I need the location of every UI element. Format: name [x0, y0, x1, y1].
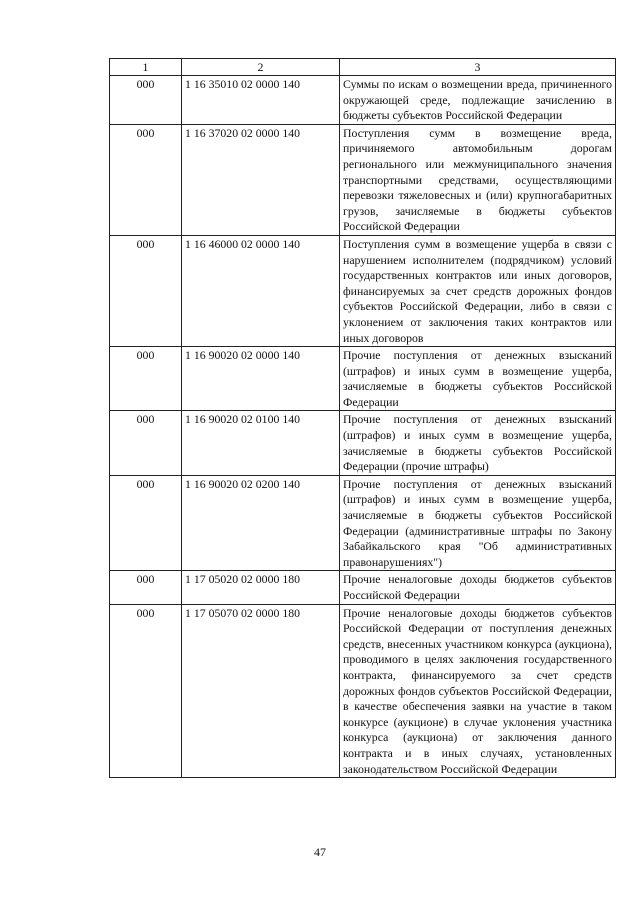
budget-codes-table [109, 58, 616, 778]
kbk-cell: 1 16 90020 02 0000 140 [182, 347, 340, 411]
name-cell: Поступления сумм в возмещение ущерба в связи с нарушением исполнителем (подрядчиком) условий государственных контрактов или иных договоров, финансируемых за счет средств дорожных фондов субъектов Российской Федерации, либо в связи с уклонением от заключения таких контрактов или иных договоров [340, 235, 616, 346]
table-row [110, 571, 616, 604]
header-cell-2: 2 [182, 59, 340, 76]
kbk-cell: 1 16 35010 02 0000 140 [182, 76, 340, 125]
kbk-cell: 1 16 46000 02 0000 140 [182, 235, 340, 346]
kbk-cell: 1 17 05070 02 0000 180 [182, 604, 340, 778]
code-cell: 000 [110, 76, 182, 125]
table-row [110, 76, 616, 125]
code-cell: 000 [110, 411, 182, 475]
name-cell: Прочие поступления от денежных взысканий (штрафов) и иных сумм в возмещение ущерба, зачисляемые в бюджеты субъектов Российской Федерации (административные штрафы по Закону Забайкальского края "Об административных правонарушениях") [340, 475, 616, 571]
kbk-cell: 1 16 37020 02 0000 140 [182, 124, 340, 235]
table-row [110, 347, 616, 411]
table-row [110, 235, 616, 346]
page-number: 47 [314, 845, 326, 859]
code-cell: 000 [110, 235, 182, 346]
name-cell: Прочие неналоговые доходы бюджетов субъектов Российской Федерации [340, 571, 616, 604]
kbk-cell: 1 17 05020 02 0000 180 [182, 571, 340, 604]
code-cell: 000 [110, 571, 182, 604]
code-cell: 000 [110, 604, 182, 778]
header-cell-3: 3 [340, 59, 616, 76]
table-row [110, 411, 616, 475]
name-cell: Прочие неналоговые доходы бюджетов субъектов Российской Федерации от поступления денежных средств, внесенных участником конкурса (аукциона), проводимого в целях заключения государственного контракта, финансируемого за счет средств дорожных фондов субъектов Российской Федерации, в качестве обеспечения заявки на участие в таком конкурсе (аукционе) в случае уклонения участника конкурса (аукциона) от заключения данного контракта и в иных случаях, установленных законодательством Российской Федерации [340, 604, 616, 778]
name-cell: Прочие поступления от денежных взысканий (штрафов) и иных сумм в возмещение ущерба, зачисляемые в бюджеты субъектов Российской Федерации (прочие штрафы) [340, 411, 616, 475]
name-cell: Суммы по искам о возмещении вреда, причиненного окружающей среде, подлежащие зачислению в бюджеты субъектов Российской Федерации [340, 76, 616, 125]
table-row [110, 475, 616, 571]
table-row [110, 124, 616, 235]
table-header-row [110, 59, 616, 76]
code-cell: 000 [110, 347, 182, 411]
table-row [110, 604, 616, 778]
code-cell: 000 [110, 475, 182, 571]
code-cell: 000 [110, 124, 182, 235]
kbk-cell: 1 16 90020 02 0100 140 [182, 411, 340, 475]
header-cell-1: 1 [110, 59, 182, 76]
name-cell: Прочие поступления от денежных взысканий (штрафов) и иных сумм в возмещение ущерба, зачисляемые в бюджеты субъектов Российской Федерации [340, 347, 616, 411]
name-cell: Поступления сумм в возмещение вреда, причиняемого автомобильным дорогам регионального или межмуниципального значения транспортными средствами, осуществляющими перевозки тяжеловесных и (или) крупногабаритных грузов, зачисляемые в бюджеты субъектов Российской Федерации [340, 124, 616, 235]
kbk-cell: 1 16 90020 02 0200 140 [182, 475, 340, 571]
